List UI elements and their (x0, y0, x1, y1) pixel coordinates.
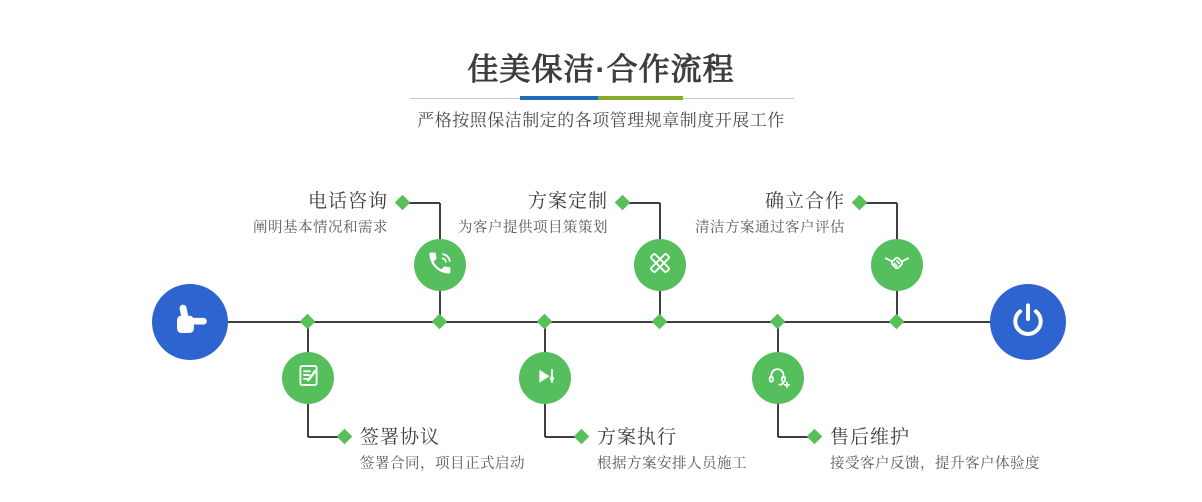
step-desc: 接受客户反馈，提升客户体验度 (830, 456, 1040, 472)
step-node-design (634, 239, 686, 291)
phone-icon (426, 249, 454, 282)
page-title: 佳美保洁·合作流程 (467, 52, 735, 87)
page-subtitle: 严格按照保洁制定的各项管理规章制度开展工作 (417, 111, 785, 130)
end-node (990, 284, 1066, 360)
step-desc: 阐明基本情况和需求 (253, 220, 388, 236)
design-tools-icon (646, 249, 674, 282)
step-title: 签署协议 (360, 427, 441, 448)
step-title: 方案执行 (597, 427, 678, 448)
label-marker (395, 195, 411, 211)
step-label-handshake (695, 190, 845, 237)
step-node-contract (282, 352, 334, 404)
handshake-icon (882, 248, 912, 283)
contract-sign-icon (295, 362, 322, 394)
step-title: 确立合作 (764, 191, 845, 212)
step-label-headset (830, 426, 1040, 473)
node-marker (652, 314, 668, 330)
node-marker (537, 314, 553, 330)
node-marker (770, 314, 786, 330)
title-divider (410, 96, 794, 101)
power-icon (1008, 300, 1048, 345)
step-label-phone (253, 190, 388, 237)
step-desc: 根据方案安排人员施工 (597, 456, 747, 472)
step-label-contract (360, 426, 525, 473)
label-marker (337, 429, 353, 445)
node-marker (432, 314, 448, 330)
label-marker (807, 429, 823, 445)
step-node-handshake (871, 239, 923, 291)
step-title: 售后维护 (830, 427, 911, 448)
step-desc: 清洁方案通过客户评估 (695, 220, 845, 236)
step-desc: 为客户提供项目策策划 (458, 220, 608, 236)
step-title: 方案定制 (527, 191, 608, 212)
node-marker (300, 314, 316, 330)
step-node-phone (414, 239, 466, 291)
label-marker (852, 195, 868, 211)
step-label-design (458, 190, 608, 237)
headset-support-icon (764, 362, 792, 395)
step-title: 电话咨询 (307, 191, 388, 212)
node-marker (889, 314, 905, 330)
step-node-headset (752, 352, 804, 404)
label-marker (574, 429, 590, 445)
step-desc: 签署合同，项目正式启动 (360, 456, 525, 472)
step-label-execute (597, 426, 747, 473)
play-execute-icon (532, 363, 558, 394)
start-node (152, 284, 228, 360)
hand-pointer-icon (169, 299, 211, 346)
label-marker (615, 195, 631, 211)
step-node-execute (519, 352, 571, 404)
